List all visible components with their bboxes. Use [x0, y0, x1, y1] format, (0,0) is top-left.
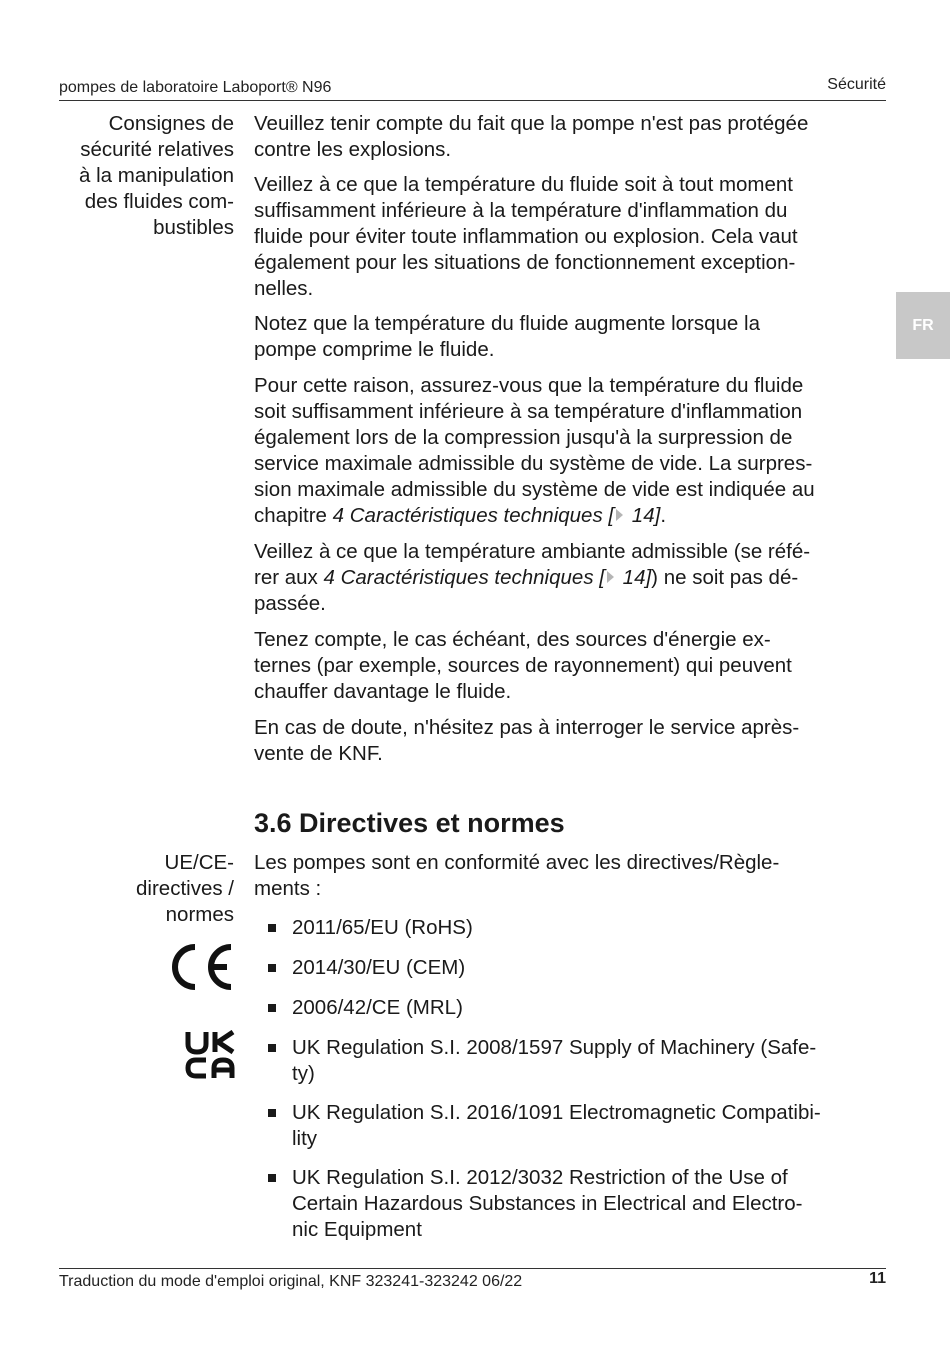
paragraph-explosion-protection: Veuillez tenir compte du fait que la pompe n'est pas protégée contre les explosions. [254, 112, 809, 161]
paragraph-compression-heating: Notez que la température du fluide augmente lorsque la pompe comprime le fluide. [254, 312, 760, 361]
list-item: 2014/30/EU (CEM) [268, 955, 880, 981]
section-heading: 3.6 Directives et normes [254, 808, 565, 838]
page-header [59, 76, 886, 101]
bullet-square-icon [268, 964, 276, 972]
ukca-mark-icon [185, 1030, 237, 1080]
bullet-square-icon [268, 1174, 276, 1182]
technical-data-link[interactable]: 4 Caractéristiques techniques [ 14] [332, 504, 661, 527]
page-number: 11 [869, 1270, 886, 1287]
language-tab: FR [896, 292, 950, 359]
bullet-square-icon [268, 1109, 276, 1117]
paragraph-fluid-temperature: Veillez à ce que la température du fluide soit à tout moment suffisamment inférieure à la température d'inflammation du fluide pour éviter toute inflammation ou explosion. Cela vaut également pour les situations de fonctionnement exception- nelles. [254, 173, 798, 300]
header-chapter-title: Sécurité [827, 76, 886, 93]
page-footer [59, 1268, 886, 1290]
list-item: 2011/65/EU (RoHS) [268, 915, 880, 941]
paragraph-ambient-temperature: Veillez à ce que la température ambiante admissible (se réfé- rer aux 4 Caractéristiques techniques [ 14]) ne soit pas dé- passée. [254, 540, 811, 615]
list-item: UK Regulation S.I. 2008/1597 Supply of Machinery (Safe- ty) [268, 1035, 880, 1087]
list-item: UK Regulation S.I. 2012/3032 Restriction of the Use of Certain Hazardous Substances in Electrical and Electro- nic Equipment [268, 1165, 880, 1243]
list-item: 2006/42/CE (MRL) [268, 995, 880, 1021]
paragraph-conformity-intro: Les pompes sont en conformité avec les directives/Règle- ments : [254, 851, 780, 900]
bullet-square-icon [268, 1004, 276, 1012]
bullet-square-icon [268, 924, 276, 932]
ce-mark-icon [165, 942, 235, 992]
paragraph-max-overpressure: Pour cette raison, assurez-vous que la température du fluide soit suffisamment inférieure à sa température d'inflammation également lors de la compression jusqu'à la surpression de service maximale admissible du système de vide. La surpres- sion maximale admissible du système de vide est indiquée au chapitre 4 Caractéristiques techniques [ 14]. [254, 374, 815, 527]
paragraph-after-sales: En cas de doute, n'hésitez pas à interroger le service après- vente de KNF. [254, 716, 800, 765]
side-label-fluids: Consignes de sécurité relatives à la manipulation des fluides com- bustibles [79, 112, 234, 239]
header-document-title: pompes de laboratoire Laboport® N96 [59, 79, 332, 96]
paragraph-external-energy: Tenez compte, le cas échéant, des sources d'énergie ex- ternes (par exemple, sources de rayonnement) qui peuvent chauffer davantage le fluide. [254, 628, 792, 703]
page-arrow-icon [616, 509, 623, 521]
footer-document-info: Traduction du mode d'emploi original, KNF 323241-323242 06/22 [59, 1273, 523, 1290]
page-arrow-icon [607, 571, 614, 583]
list-item: UK Regulation S.I. 2016/1091 Electromagnetic Compatibi- lity [268, 1100, 880, 1152]
side-label-norms: UE/CE- directives / normes [136, 851, 234, 926]
technical-data-link-2[interactable]: 4 Caractéristiques techniques [ 14] [323, 566, 652, 589]
bullet-square-icon [268, 1044, 276, 1052]
